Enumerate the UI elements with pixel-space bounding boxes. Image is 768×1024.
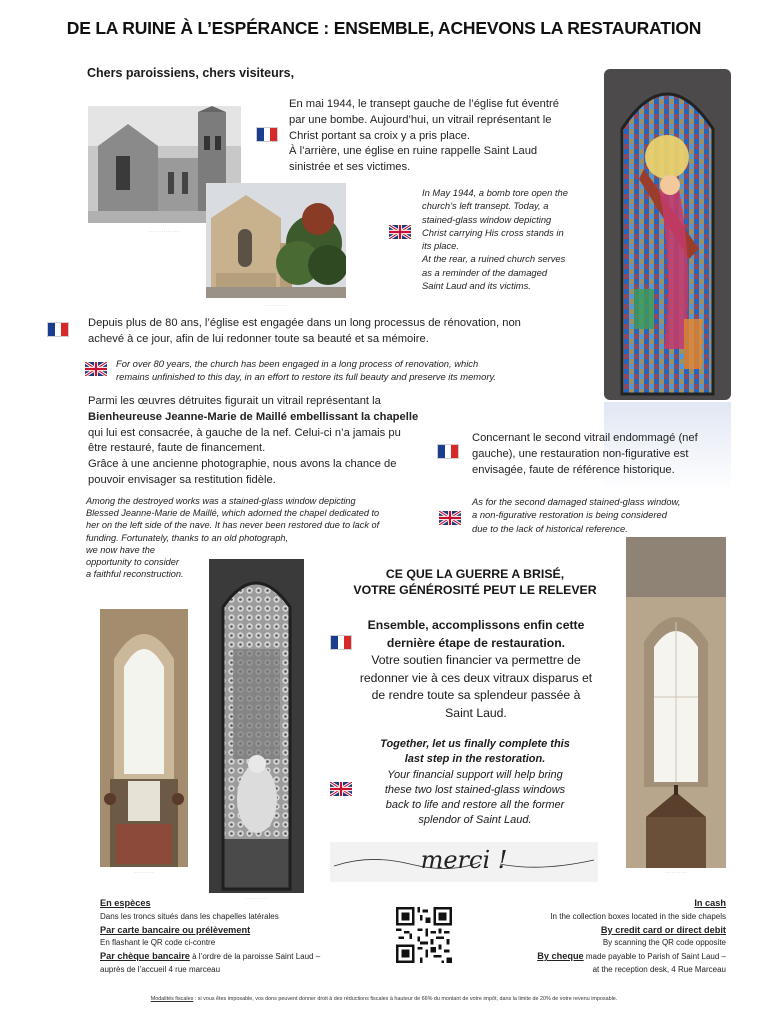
card-title-fr: Par carte bancaire ou prélèvement: [100, 924, 251, 935]
merci-text: merci !: [420, 846, 508, 874]
church-facade-photo: [206, 183, 346, 298]
window-two-text-fr: Concernant le second vitrail endommagé (nef gauche), une restauration non-figurative est envisagée, faute de référence historique.: [472, 432, 698, 476]
side-chapel-window-photo: [626, 537, 726, 868]
photo-caption: · · · · · · · · · · · · · · ·: [148, 230, 181, 234]
chapel-window-photo: [100, 609, 188, 867]
old-stained-glass-photo: [209, 559, 304, 893]
cash-title-fr: En espèces: [100, 898, 151, 908]
intro-text-en: In May 1944, a bomb tore open the church’s left transept. Today, a stained-glass window depicting Christ carrying His cross stands in its place. At the rear, a ruined church serves as a reminder of the damaged Saint Laud and its victims.: [422, 187, 568, 292]
card-title-en: By credit card or direct debit: [600, 924, 726, 935]
uk-flag-icon: [439, 511, 461, 525]
window-two-text-en: As for the second damaged stained-glass window, a non-figurative restoration is being considered due to the lack of historical reference.: [472, 496, 681, 534]
french-flag-icon: [256, 127, 278, 142]
uk-flag-icon: [389, 225, 411, 239]
french-flag-icon: [437, 444, 459, 459]
merci-banner: [330, 842, 598, 882]
uk-flag-icon: [85, 362, 107, 376]
photo-caption: · · · · · · · · · · · ·: [263, 304, 289, 308]
photo-caption: · · · · · · · · ·: [134, 871, 154, 875]
intro-text-fr: En mai 1944, le transept gauche de l’église fut éventré par une bombe. Aujourd’hui, un vitrail représentant le Christ portant sa croix y a pris place. À l’arrière, une église en ruine rappelle Saint Laud sinistrée et ses victimes.: [289, 98, 559, 174]
renovation-text-en: For over 80 years, the church has been engaged in a long process of renovation, which remains unfinished to this day, in an effort to restore its full beauty and preserve its memory.: [116, 358, 497, 383]
cheque-title-en: By cheque: [537, 951, 584, 962]
appeal-text-en: Together, let us finally complete this last step in the restoration. Your financial support will help bring these two lost stained-glass windows back to life and restore all the former splendor of Saint Laud.: [380, 738, 570, 827]
renovation-text-fr: Depuis plus de 80 ans, l’église est engagée dans un long processus de rénovation, non achevé à ce jour, afin de lui redonner toute sa beauté et sa mémoire.: [88, 317, 521, 345]
uk-flag-icon: [330, 782, 352, 796]
cash-title-en: In cash: [694, 898, 726, 908]
window-one-text-en: Among the destroyed works was a stained-glass window depicting Blessed Jeanne-Marie de Maillé, which adorned the chapel dedicated to her on the left side of the nave. It has never been restored due to lack of funding. Fortunately, thanks to an old photograph, we now have the opportunity to consider a faithful reconstruction.: [86, 496, 380, 580]
greeting: Chers paroissiens, chers visiteurs,: [87, 66, 295, 80]
window-one-text-fr: Parmi les œuvres détruites figurait un vitrail représentant la Bienheureuse Jeanne-Marie de Maillé embellissant la chapelle qui lui est consacrée, à gauche de la nef. Celui-ci n’a jamais pu être restauré, faute de financement. Grâce à une ancienne photographie, nous avons la chance de pouvoir envisager sa restitution fidèle.: [88, 395, 419, 486]
appeal-heading: CE QUE LA GUERRE A BRISÉ, VOTRE GÉNÉROSITÉ PEUT LE RELEVER: [353, 567, 597, 597]
payment-options-fr: En espèces Dans les troncs situés dans les chapelles latérales Par carte bancaire ou prélèvement En flashant le QR code ci-contre Par chèque bancaire à l’ordre de la paroisse Saint Laud – auprès de l’accueil 4 rue marceau: [100, 898, 321, 974]
photo-caption: · · · · · · · · · ·: [665, 871, 687, 875]
appeal-text-fr: Ensemble, accomplissons enfin cette dernière étape de restauration. Votre soutien financier va permettre de redonner vie à ces deux vitraux disparus et de rendre toute sa splendeur passée à Saint Laud.: [359, 618, 593, 720]
stained-glass-christ-photo: [604, 69, 731, 400]
payment-options-en: In cash In the collection boxes located in the side chapels By credit card or direct debit By scanning the QR code opposite By cheque made payable to Parish of Saint Laud – at the reception desk, 4 Rue Marceau: [537, 898, 726, 974]
french-flag-icon: [47, 322, 69, 337]
tax-footnote: Modalités fiscales : si vous êtes imposable, vos dons peuvent donner droit à des réductions fiscales à hauteur de 66% du montant de votre impôt, dans la limite de 20% de votre revenu imposable.: [150, 996, 618, 1002]
photo-caption: · · · · · · · · · ·: [246, 897, 267, 901]
cheque-title-fr: Par chèque bancaire: [100, 951, 190, 962]
page-title: DE LA RUINE À L’ESPÉRANCE : ENSEMBLE, ACHEVONS LA RESTAURATION: [66, 18, 702, 38]
donation-qr-code[interactable]: [396, 907, 452, 963]
